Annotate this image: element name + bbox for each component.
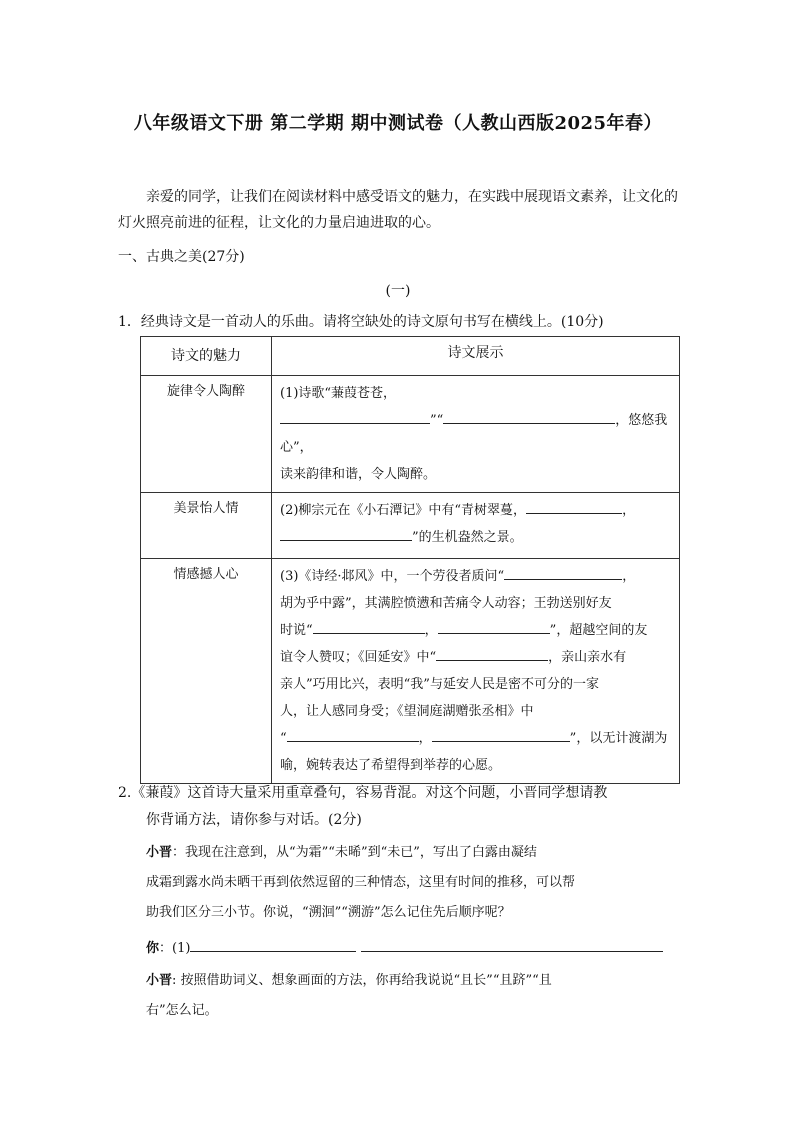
intro-paragraph: 亲爱的同学，让我们在阅读材料中感受语文的魅力，在实践中展现语文素养，让文化的灯火照亮前进的征程，让文化的力量启迪进取的心。	[118, 189, 678, 231]
row-content: (2)柳宗元在《小石潭记》中有“青树翠蔓， ， ”的生机盎然之景。	[272, 493, 680, 559]
question-2: 2.《蒹葭》这首诗大量采用重章叠句，容易背混。对这个问题，小晋同学想请教 你背诵方法，请你参与对话。(2分)	[118, 785, 608, 828]
speaker-label: 小晋	[146, 845, 173, 860]
row-label: 情感撼人心	[141, 559, 272, 784]
row-content: (1)诗歌“蒹葭苍苍， ”“ ，悠悠我心”， 读来韵律和谐，令人陶醉。	[272, 376, 680, 493]
table-row	[141, 559, 680, 784]
speaker-label: 小晋	[146, 973, 173, 988]
table-header-display: 诗文展示	[272, 337, 680, 376]
table-header-row	[141, 337, 680, 376]
answer-blank[interactable]	[190, 935, 356, 952]
answer-blank[interactable]	[313, 617, 425, 634]
answer-blank[interactable]	[287, 725, 419, 742]
answer-blank[interactable]	[280, 524, 412, 541]
answer-blank[interactable]	[432, 725, 570, 742]
poetry-table	[140, 336, 680, 784]
table-header-charm: 诗文的魅力	[141, 337, 272, 376]
answer-blank[interactable]	[443, 407, 615, 424]
dialog-xiaojin-1: 小晋：我现在注意到，从“为霜”“未晞”到“未已”，写出了白露由凝结 成霜到露水尚未晒干再到依然逗留的三种情态，这里有时间的推移，可以帮 助我们区分三小节。你说，“溯洄”“溯游”怎么记住先后顺序呢？	[146, 845, 576, 920]
answer-blank[interactable]	[438, 617, 550, 634]
answer-blank[interactable]	[361, 935, 663, 952]
dialog-you: 你：(1)	[146, 934, 676, 964]
speaker-label: 你	[146, 941, 160, 956]
answer-blank[interactable]	[504, 563, 622, 580]
answer-blank[interactable]	[280, 407, 430, 424]
row-label: 美景怡人情	[141, 493, 272, 559]
row-content: (3)《诗经·邶风》中，一个劳役者质问“ ， 胡为乎中露”，其满腔愤懑和苦痛令人动容；王勃送别好友 时说“ ， ”，超越空间的友 谊令人赞叹；《回延安》中“ ，亲山亲水有 亲人”巧用比兴，表明“我”与延安人民是密不可分的一家 人，让人感同身受；《望洞庭湖赠张丞相》中 “ ， ”，以无计渡湖为 喻，婉转表达了希望得到举荐的心愿。	[272, 559, 680, 784]
question-1: 1．经典诗文是一首动人的乐曲。请将空缺处的诗文原句书写在横线上。(10分)	[118, 314, 604, 330]
table-row	[141, 376, 680, 493]
dialog-xiaojin-2: 小晋: 按照借助词义、想象画面的方法，你再给我说说“且长”“且跻”“且 右”怎么记。	[146, 973, 552, 1018]
answer-blank[interactable]	[436, 644, 548, 661]
section-heading: 一、古典之美(27分)	[118, 249, 245, 265]
subsection-heading: (一)	[385, 283, 411, 299]
page-title: 八年级语文下册 第二学期 期中测试卷（人教山西版2025年春）	[133, 113, 663, 134]
table-row	[141, 493, 680, 559]
answer-blank[interactable]	[526, 497, 622, 514]
row-label: 旋律令人陶醉	[141, 376, 272, 493]
